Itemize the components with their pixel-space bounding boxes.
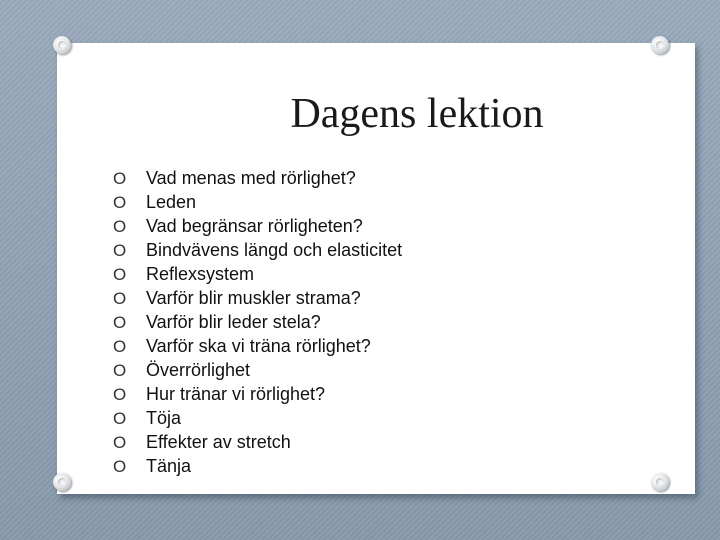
bullet-list <box>113 166 402 478</box>
list-item <box>113 430 402 454</box>
bullet-marker: O <box>113 433 127 452</box>
list-item <box>113 190 402 214</box>
list-item <box>113 214 402 238</box>
list-item <box>113 334 402 358</box>
bullet-marker: O <box>113 193 127 212</box>
list-item <box>113 238 402 262</box>
bullet-marker: O <box>113 313 127 332</box>
list-item <box>113 358 402 382</box>
bullet-marker: O <box>113 265 127 284</box>
list-item <box>113 310 402 334</box>
bullet-text: Leden <box>146 192 197 212</box>
bullet-text: Vad begränsar rörligheten? <box>146 216 363 236</box>
bullet-marker: O <box>113 337 127 356</box>
pushpin-icon <box>651 473 669 491</box>
bullet-text: Varför ska vi träna rörlighet? <box>146 336 371 356</box>
list-item <box>113 406 402 430</box>
bullet-marker: O <box>113 385 127 404</box>
list-item <box>113 382 402 406</box>
bullet-text: Bindvävens längd och elasticitet <box>146 240 403 260</box>
bullet-text: Hur tränar vi rörlighet? <box>146 384 326 404</box>
bullet-text: Effekter av stretch <box>146 432 291 452</box>
list-item <box>113 286 402 310</box>
pushpin-icon <box>53 36 71 54</box>
bullet-marker: O <box>113 169 127 188</box>
bullet-text: Varför blir leder stela? <box>146 312 321 332</box>
bullet-text: Överrörlighet <box>146 360 251 380</box>
bullet-text: Vad menas med rörlighet? <box>146 168 356 188</box>
bullet-text: Tänja <box>146 456 192 476</box>
bullet-text: Töja <box>146 408 182 428</box>
bullet-text: Reflexsystem <box>146 264 255 284</box>
list-item <box>113 262 402 286</box>
pushpin-icon <box>651 36 669 54</box>
bullet-text: Varför blir muskler strama? <box>146 288 361 308</box>
bullet-marker: O <box>113 361 127 380</box>
bullet-marker: O <box>113 217 127 236</box>
bullet-marker: O <box>113 457 127 476</box>
bullet-marker: O <box>113 289 127 308</box>
bullet-marker: O <box>113 409 127 428</box>
pushpin-icon <box>53 473 71 491</box>
list-item <box>113 454 402 478</box>
bullet-marker: O <box>113 241 127 260</box>
list-item <box>113 166 402 190</box>
slide-title: Dagens lektion <box>290 91 544 137</box>
